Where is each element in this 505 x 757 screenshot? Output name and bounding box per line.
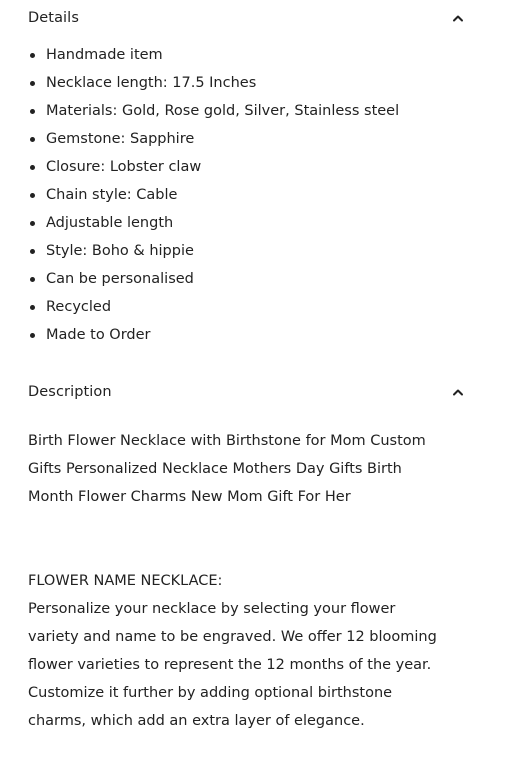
chevron-up-icon[interactable] [451, 385, 465, 399]
list-item: Gemstone: Sapphire [28, 125, 399, 153]
description-line: FLOWER NAME NECKLACE: [28, 573, 223, 589]
bullet-icon [30, 137, 35, 142]
bullet-icon [30, 165, 35, 170]
description-line: variety and name to be engraved. We offer 12 blooming [28, 629, 437, 645]
list-item: Closure: Lobster claw [28, 153, 399, 181]
list-item: Style: Boho & hippie [28, 237, 399, 265]
description-line: charms, which add an extra layer of elegance. [28, 713, 365, 729]
bullet-icon [30, 221, 35, 226]
bullet-icon [30, 249, 35, 254]
bullet-icon [30, 81, 35, 86]
description-intro [28, 427, 468, 511]
description-line: Customize it further by adding optional birthstone [28, 685, 393, 701]
bullet-icon [30, 193, 35, 198]
description-line: Personalize your necklace by selecting your flower [28, 601, 396, 617]
list-item: Necklace length: 17.5 Inches [28, 69, 399, 97]
list-item: Chain style: Cable [28, 181, 399, 209]
details-header[interactable] [28, 6, 465, 30]
description-line: Month Flower Charms New Mom Gift For Her [28, 489, 351, 505]
list-item: Adjustable length [28, 209, 399, 237]
list-item: Made to Order [28, 321, 399, 349]
list-item: Handmade item [28, 41, 399, 69]
description-title: Description [28, 384, 112, 400]
bullet-icon [30, 333, 35, 338]
details-list [28, 41, 399, 349]
description-line: Birth Flower Necklace with Birthstone for Mom Custom [28, 433, 426, 449]
list-item: Materials: Gold, Rose gold, Silver, Stainless steel [28, 97, 399, 125]
description-header[interactable] [28, 380, 465, 404]
description-line: flower varieties to represent the 12 months of the year. [28, 657, 432, 673]
bullet-icon [30, 277, 35, 282]
list-item: Can be personalised [28, 265, 399, 293]
list-item: Recycled [28, 293, 399, 321]
description-line: Gifts Personalized Necklace Mothers Day Gifts Birth [28, 461, 402, 477]
description-body [28, 567, 468, 735]
bullet-icon [30, 109, 35, 114]
details-title: Details [28, 10, 79, 26]
chevron-up-icon[interactable] [451, 11, 465, 25]
bullet-icon [30, 305, 35, 310]
bullet-icon [30, 53, 35, 58]
